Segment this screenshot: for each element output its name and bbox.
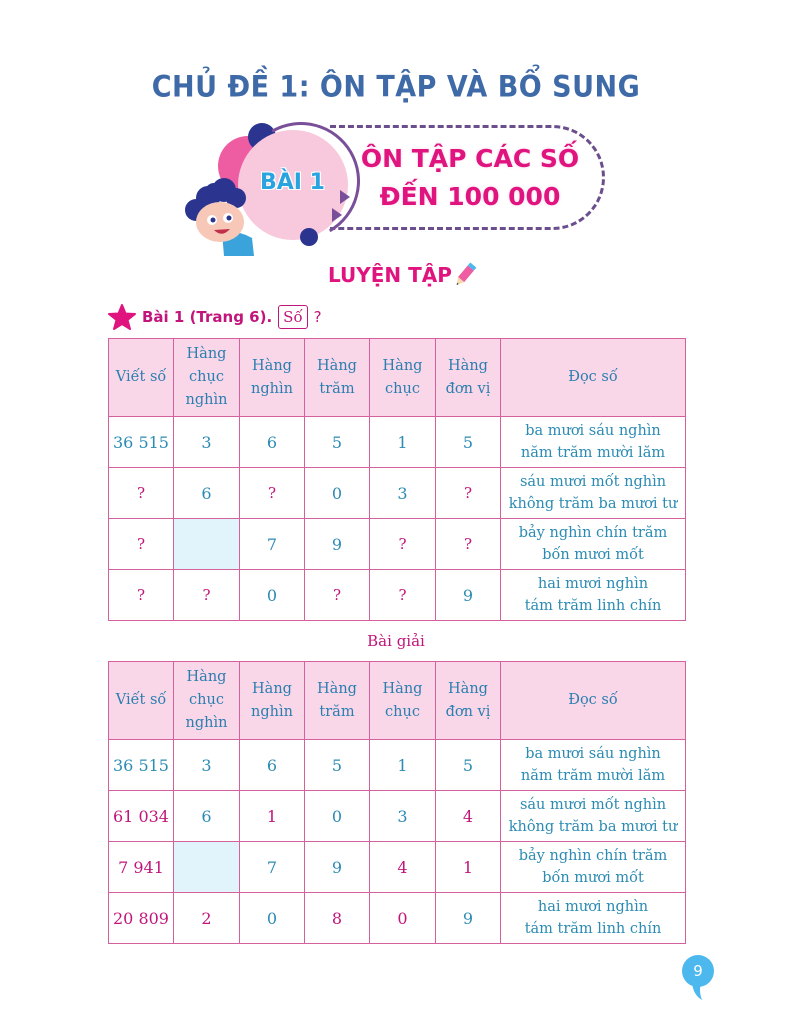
pencil-icon <box>454 262 476 288</box>
cell-reading <box>501 519 686 570</box>
cell-reading <box>501 791 686 842</box>
cell-digit: 1 <box>370 740 436 791</box>
reading-line: sáu mươi mốt nghìn <box>519 474 667 490</box>
reading-line: sáu mươi mốt nghìn <box>519 797 667 813</box>
cell-empty <box>174 519 240 570</box>
cell-number: 36 515 <box>109 417 174 468</box>
table-row <box>109 893 686 944</box>
reading-line: bảy nghìn chín trăm <box>518 848 668 864</box>
cell-reading <box>501 740 686 791</box>
cell-digit: 9 <box>305 842 370 893</box>
cell-reading <box>501 842 686 893</box>
header-viet-so: Viết số <box>109 662 174 740</box>
reading-line: ba mươi sáu nghìn <box>525 746 661 762</box>
reading-line: ba mươi sáu nghìn <box>525 423 661 439</box>
header-hang-chuc: Hàng chục <box>370 662 436 740</box>
cell-digit: 5 <box>305 417 370 468</box>
header-hang-tram: Hàng trăm <box>305 339 370 417</box>
cell-digit-answer: 1 <box>240 791 305 842</box>
cell-digit: 5 <box>436 740 501 791</box>
lesson-badge: BÀI 1 <box>260 170 325 195</box>
table-header-row <box>109 662 686 740</box>
reading-line: năm trăm mười lăm <box>520 445 666 461</box>
table-row <box>109 417 686 468</box>
page-number-badge: 9 <box>682 955 714 987</box>
lesson-banner <box>180 118 620 258</box>
star-icon <box>108 304 136 330</box>
reading-line: bốn mươi mốt <box>542 547 644 563</box>
cell-number-blank: ? <box>109 570 174 621</box>
cell-number-answer: 7 941 <box>109 842 174 893</box>
cell-digit: 0 <box>240 893 305 944</box>
header-hang-don-vi: Hàng đơn vị <box>436 339 501 417</box>
lesson-title-line-2: ĐẾN 100 000 <box>379 182 561 211</box>
chapter-title: CHỦ ĐỀ 1: ÔN TẬP VÀ BỔ SUNG <box>151 70 641 105</box>
reading-line: tám trăm linh chín <box>524 598 662 614</box>
cell-digit-answer: 2 <box>174 893 240 944</box>
decor-triangle <box>340 190 350 204</box>
table-row <box>109 842 686 893</box>
cell-number-blank: ? <box>109 519 174 570</box>
cell-digit-blank: ? <box>436 519 501 570</box>
solution-label: Bài giải <box>367 632 425 650</box>
cell-digit: 6 <box>240 417 305 468</box>
boxed-word: Số <box>278 305 307 329</box>
header-doc-so: Đọc số <box>501 339 686 417</box>
cell-digit: 7 <box>240 842 305 893</box>
reading-line: không trăm ba mươi tư <box>508 496 678 512</box>
cell-number-answer: 20 809 <box>109 893 174 944</box>
cell-digit-answer: 1 <box>436 842 501 893</box>
cell-digit: 6 <box>174 791 240 842</box>
cell-digit: 9 <box>436 893 501 944</box>
boy-mascot-icon <box>184 172 268 256</box>
cell-digit: 7 <box>240 519 305 570</box>
speech-tail-icon <box>690 980 704 1000</box>
cell-digit-answer: 0 <box>370 893 436 944</box>
cell-digit-answer: 8 <box>305 893 370 944</box>
cell-reading <box>501 468 686 519</box>
cell-digit: 3 <box>174 740 240 791</box>
cell-digit: 3 <box>370 791 436 842</box>
cell-digit: 0 <box>240 570 305 621</box>
cell-digit: 1 <box>370 417 436 468</box>
reading-line: không trăm ba mươi tư <box>508 819 678 835</box>
header-hang-nghin: Hàng nghìn <box>240 662 305 740</box>
question-mark: ? <box>313 308 322 326</box>
decor-triangle <box>332 208 342 222</box>
exercise-heading <box>108 304 322 330</box>
cell-digit: 0 <box>305 791 370 842</box>
cell-reading <box>501 893 686 944</box>
header-hang-nghin: Hàng nghìn <box>240 339 305 417</box>
cell-digit-blank: ? <box>174 570 240 621</box>
lesson-title <box>340 140 600 216</box>
cell-number: 36 515 <box>109 740 174 791</box>
table-row <box>109 740 686 791</box>
cell-digit: 9 <box>436 570 501 621</box>
table-header-row <box>109 339 686 417</box>
reading-line: hai mươi nghìn <box>537 576 649 592</box>
reading-line: tám trăm linh chín <box>524 921 662 937</box>
header-hang-chuc-nghin: Hàng chục nghìn <box>174 662 240 740</box>
reading-line: hai mươi nghìn <box>537 899 649 915</box>
section-heading <box>328 262 476 288</box>
cell-reading <box>501 570 686 621</box>
header-hang-don-vi: Hàng đơn vị <box>436 662 501 740</box>
lesson-title-line-1: ÔN TẬP CÁC SỐ <box>360 144 580 173</box>
exercise-table <box>108 338 686 621</box>
reading-line: năm trăm mười lăm <box>520 768 666 784</box>
header-viet-so: Viết số <box>109 339 174 417</box>
header-hang-chuc-nghin: Hàng chục nghìn <box>174 339 240 417</box>
cell-digit: 5 <box>305 740 370 791</box>
cell-number-blank: ? <box>109 468 174 519</box>
cell-empty <box>174 842 240 893</box>
table-row <box>109 570 686 621</box>
cell-digit: 0 <box>305 468 370 519</box>
cell-digit: 3 <box>174 417 240 468</box>
section-heading-text: LUYỆN TẬP <box>328 263 452 287</box>
cell-digit: 9 <box>305 519 370 570</box>
decor-dot-navy <box>300 228 318 246</box>
cell-digit-blank: ? <box>370 570 436 621</box>
cell-digit-blank: ? <box>436 468 501 519</box>
cell-digit-blank: ? <box>305 570 370 621</box>
cell-number-answer: 61 034 <box>109 791 174 842</box>
table-row <box>109 791 686 842</box>
header-hang-tram: Hàng trăm <box>305 662 370 740</box>
exercise-label: Bài 1 (Trang 6). <box>142 308 273 326</box>
header-hang-chuc: Hàng chục <box>370 339 436 417</box>
cell-digit-blank: ? <box>370 519 436 570</box>
cell-digit-blank: ? <box>240 468 305 519</box>
reading-line: bốn mươi mốt <box>542 870 644 886</box>
table-row <box>109 519 686 570</box>
table-row <box>109 468 686 519</box>
header-doc-so: Đọc số <box>501 662 686 740</box>
cell-reading <box>501 417 686 468</box>
cell-digit-answer: 4 <box>370 842 436 893</box>
reading-line: bảy nghìn chín trăm <box>518 525 668 541</box>
cell-digit: 6 <box>174 468 240 519</box>
cell-digit-answer: 4 <box>436 791 501 842</box>
cell-digit: 3 <box>370 468 436 519</box>
solution-table <box>108 661 686 944</box>
cell-digit: 5 <box>436 417 501 468</box>
cell-digit: 6 <box>240 740 305 791</box>
